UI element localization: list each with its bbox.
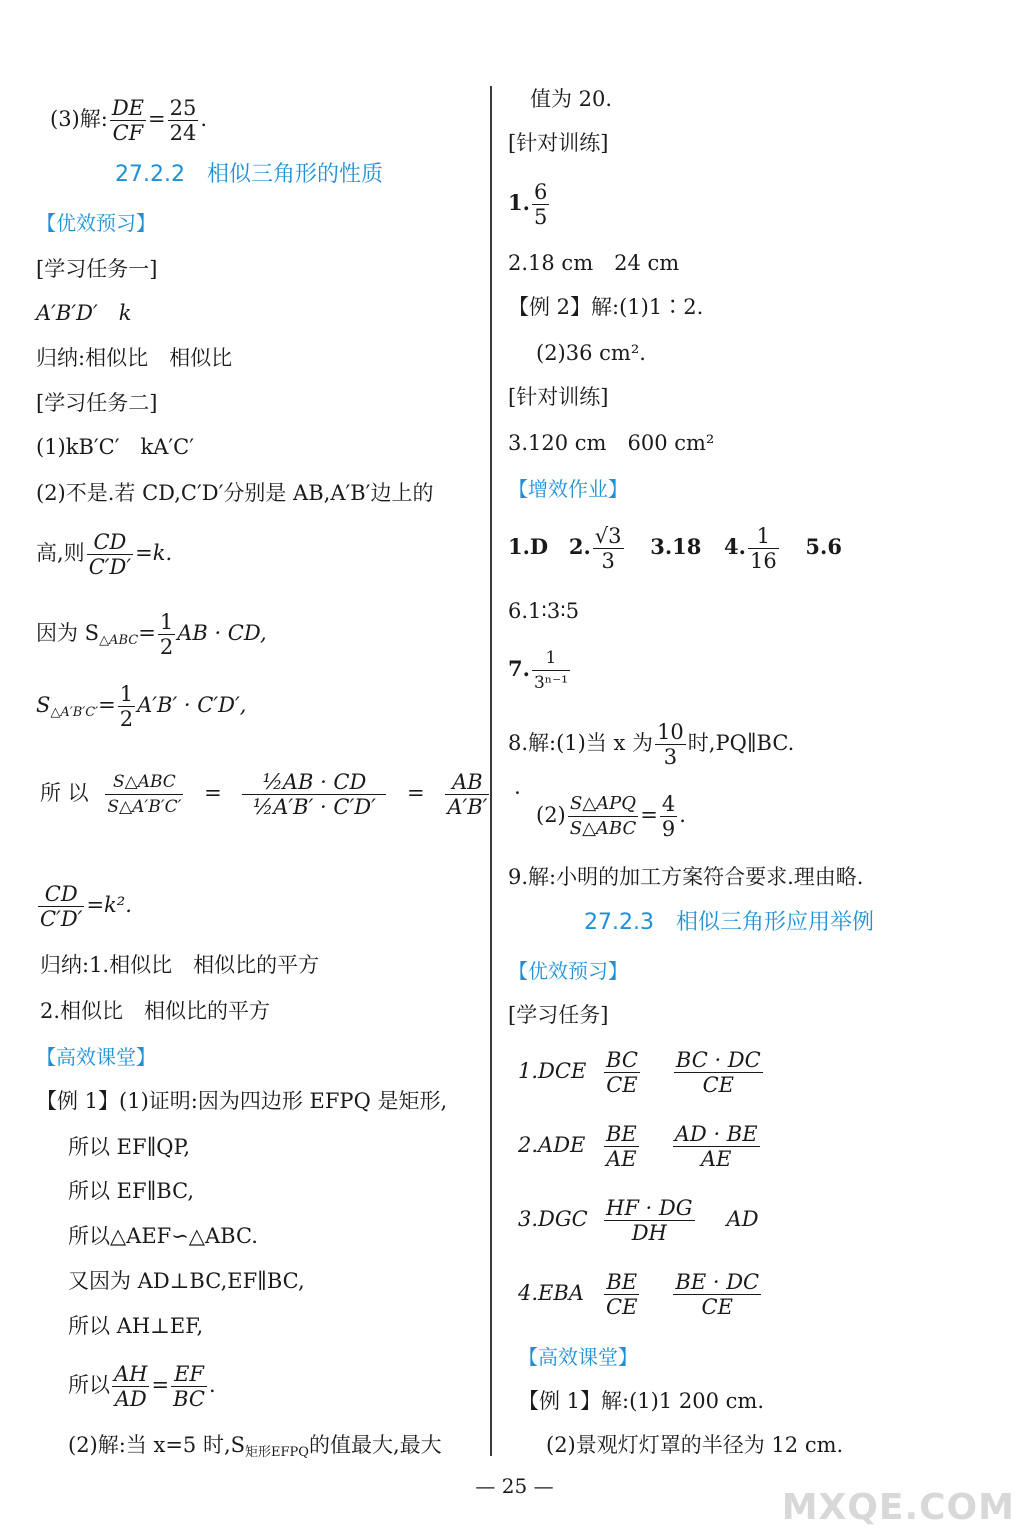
task-label: [学习任务一]: [36, 257, 158, 281]
formula-line: $S_{\triangle A'B'C'}=$ $\frac{1}{2}$ A′B′ · C′D′,: [36, 682, 247, 731]
answer-line: 3.120 cm 600 cm²: [508, 431, 715, 455]
homework-line: 8.解:(1)当 x 为 $\frac{10}{3}$ 时,PQ∥BC.: [508, 720, 795, 769]
answer-line: 值为 20.: [530, 87, 613, 111]
proof-line: 所以 $\frac{AH}{AD}$ = $\frac{EF}{BC}$ .: [68, 1362, 216, 1411]
fraction: $\frac{BE}{CE}$: [606, 1270, 638, 1319]
fraction: $\frac{\text{S△APQ}}{\text{S△ABC}}$: [569, 793, 637, 839]
fraction: $\frac{1}{2}$: [119, 682, 134, 731]
task-label: [针对训练]: [508, 385, 609, 409]
fraction: $\frac{√3}{3}$: [594, 524, 622, 573]
fraction: $\frac{1}{16}$: [749, 524, 777, 573]
task-label: [学习任务]: [508, 1003, 609, 1027]
example-line: 【例 1】(1)证明:因为四边形 EFPQ 是矩形,: [36, 1089, 448, 1113]
column-divider: [490, 86, 492, 1456]
fraction: $\frac{\text{½AB · CD}}{\text{½A′B′ · C′D′}}$: [242, 770, 386, 819]
proof-line: 所以 EF∥BC,: [68, 1179, 195, 1203]
fraction: $\frac{BE \cdot DC}{CE}$: [675, 1270, 760, 1319]
answer-line: 1. $\frac{6}{5}$: [508, 180, 548, 229]
answer-row: 4.EBA $\frac{BE}{CE}$ $\frac{BE \cdot DC}{CE}$: [518, 1270, 760, 1319]
section-title: 27.2.3 相似三角形应用举例: [584, 910, 874, 935]
fraction: $\frac{EF}{BC}$: [173, 1362, 205, 1411]
section-header: 【高效课堂】: [36, 1045, 156, 1069]
answer-row: 2.ADE $\frac{BE}{AE}$ $\frac{AD \cdot BE}{AE}$: [518, 1122, 758, 1171]
fraction: $\frac{1}{2}$: [159, 610, 174, 659]
formula-line: 因为 $S_{\triangle ABC}=$ $\frac{1}{2}$ AB · CD,: [36, 610, 267, 659]
fraction: $\frac{\text{S△ABC}}{S\triangle A'B'C'}$: [107, 772, 182, 817]
answer-line: (2)不是.若 CD,C′D′分别是 AB,A′B′边上的: [36, 481, 434, 505]
fraction: $\frac{1}{\text{3ⁿ⁻¹}}$: [533, 648, 568, 693]
section-header: 【高效课堂】: [518, 1345, 638, 1369]
section-header: 【优效预习】: [508, 959, 628, 983]
fraction: $\frac{CD}{C'D'}$: [88, 530, 132, 579]
task-label: [针对训练]: [508, 131, 609, 155]
answer-line: A′B′D′ k: [36, 301, 132, 325]
summary-line: 归纳:1.相似比 相似比的平方: [40, 953, 320, 977]
homework-line: (2) $\frac{\text{S△APQ}}{\text{S△ABC}}$ = $\frac{4}{9}$ .: [536, 792, 686, 841]
section-header: 【增效作业】: [508, 477, 628, 501]
formula-line: $\frac{CD}{C'D'}$ =k².: [40, 882, 132, 931]
fraction: $\frac{4}{9}$: [661, 792, 676, 841]
fraction: $\frac{25}{24}$: [169, 96, 197, 145]
proof-line: 所以 EF∥QP,: [68, 1135, 191, 1159]
fraction: $\frac{BC}{CE}$: [606, 1048, 638, 1097]
answer-line-3: (3)解: $\frac{DE}{CF}$ = $\frac{25}{24}$ .: [50, 96, 208, 145]
fraction: $\frac{BE}{AE}$: [606, 1122, 637, 1171]
section-title: 27.2.2 相似三角形的性质: [115, 162, 383, 187]
summary-line: 归纳:相似比 相似比: [36, 346, 233, 370]
answer-line: (2)景观灯灯罩的半径为 12 cm.: [546, 1433, 844, 1457]
fraction: $\frac{BC \cdot DC}{CE}$: [675, 1048, 761, 1097]
page-number: — 25 —: [475, 1474, 554, 1498]
fraction: $\frac{AH}{AD}$: [114, 1362, 148, 1411]
fraction: $\frac{CD}{C'D'}$: [40, 882, 83, 931]
summary-line: 2.相似比 相似比的平方: [40, 999, 271, 1023]
task-label: [学习任务二]: [36, 391, 158, 415]
proof-line: 又因为 AD⊥BC,EF∥BC,: [68, 1269, 305, 1293]
fraction: $\frac{AB}{A'B'}$: [447, 770, 488, 819]
watermark: MXQE.COM: [781, 1487, 1015, 1528]
answer-line: 高,则 $\frac{CD}{C'D'}$ =k.: [36, 530, 173, 579]
example-line: 【例 1】解:(1)1 200 cm.: [518, 1389, 765, 1413]
fraction: $\frac{AD \cdot BE}{AE}$: [674, 1122, 758, 1171]
homework-line: 7. $\frac{1}{\text{3ⁿ⁻¹}}$: [508, 648, 568, 693]
answer-line: (2)36 cm².: [536, 341, 646, 365]
example-line: 【例 2】解:(1)1∶2.: [508, 295, 704, 319]
homework-line: 9.解:小明的加工方案符合要求.理由略.: [508, 865, 864, 889]
fraction: $\frac{DE}{CF}$: [111, 96, 144, 145]
homework-line: 6.1∶3∶5: [508, 599, 580, 623]
answer-line: 2.18 cm 24 cm: [508, 251, 680, 275]
answer-row: 3.DGC $\frac{HF \cdot DG}{DH}$ AD: [518, 1196, 759, 1245]
fraction: $\frac{HF \cdot DG}{DH}$: [606, 1196, 693, 1245]
fraction: $\frac{10}{3}$: [657, 720, 684, 769]
proof-line: 所以△AEF∽△ABC.: [68, 1224, 258, 1248]
fraction: $\frac{6}{5}$: [533, 180, 548, 229]
proof-line: 所以 AH⊥EF,: [68, 1314, 204, 1338]
homework-line: 1.D 2. $\frac{√3}{3}$ 3.18 4. $\frac{1}{16}$ 5.6: [508, 524, 842, 573]
answer-row: 1.DCE $\frac{BC}{CE}$ $\frac{BC \cdot DC}{CE}$: [518, 1048, 761, 1097]
answer-line: (1)kB′C′ kA′C′: [36, 435, 195, 459]
section-header: 【优效预习】: [36, 211, 156, 235]
formula-line: 所 以 $\frac{\text{S△ABC}}{S\triangle A'B'C'}$ = $\frac{\text{½AB · CD}}{\text{½A′B′ · C′D′}}$ = $\frac{AB}{A'B'}$ ·: [40, 770, 521, 819]
answer-line: (2)解:当 x=5 时$,S_{矩形EFPQ}$的值最大,最大: [68, 1433, 442, 1460]
